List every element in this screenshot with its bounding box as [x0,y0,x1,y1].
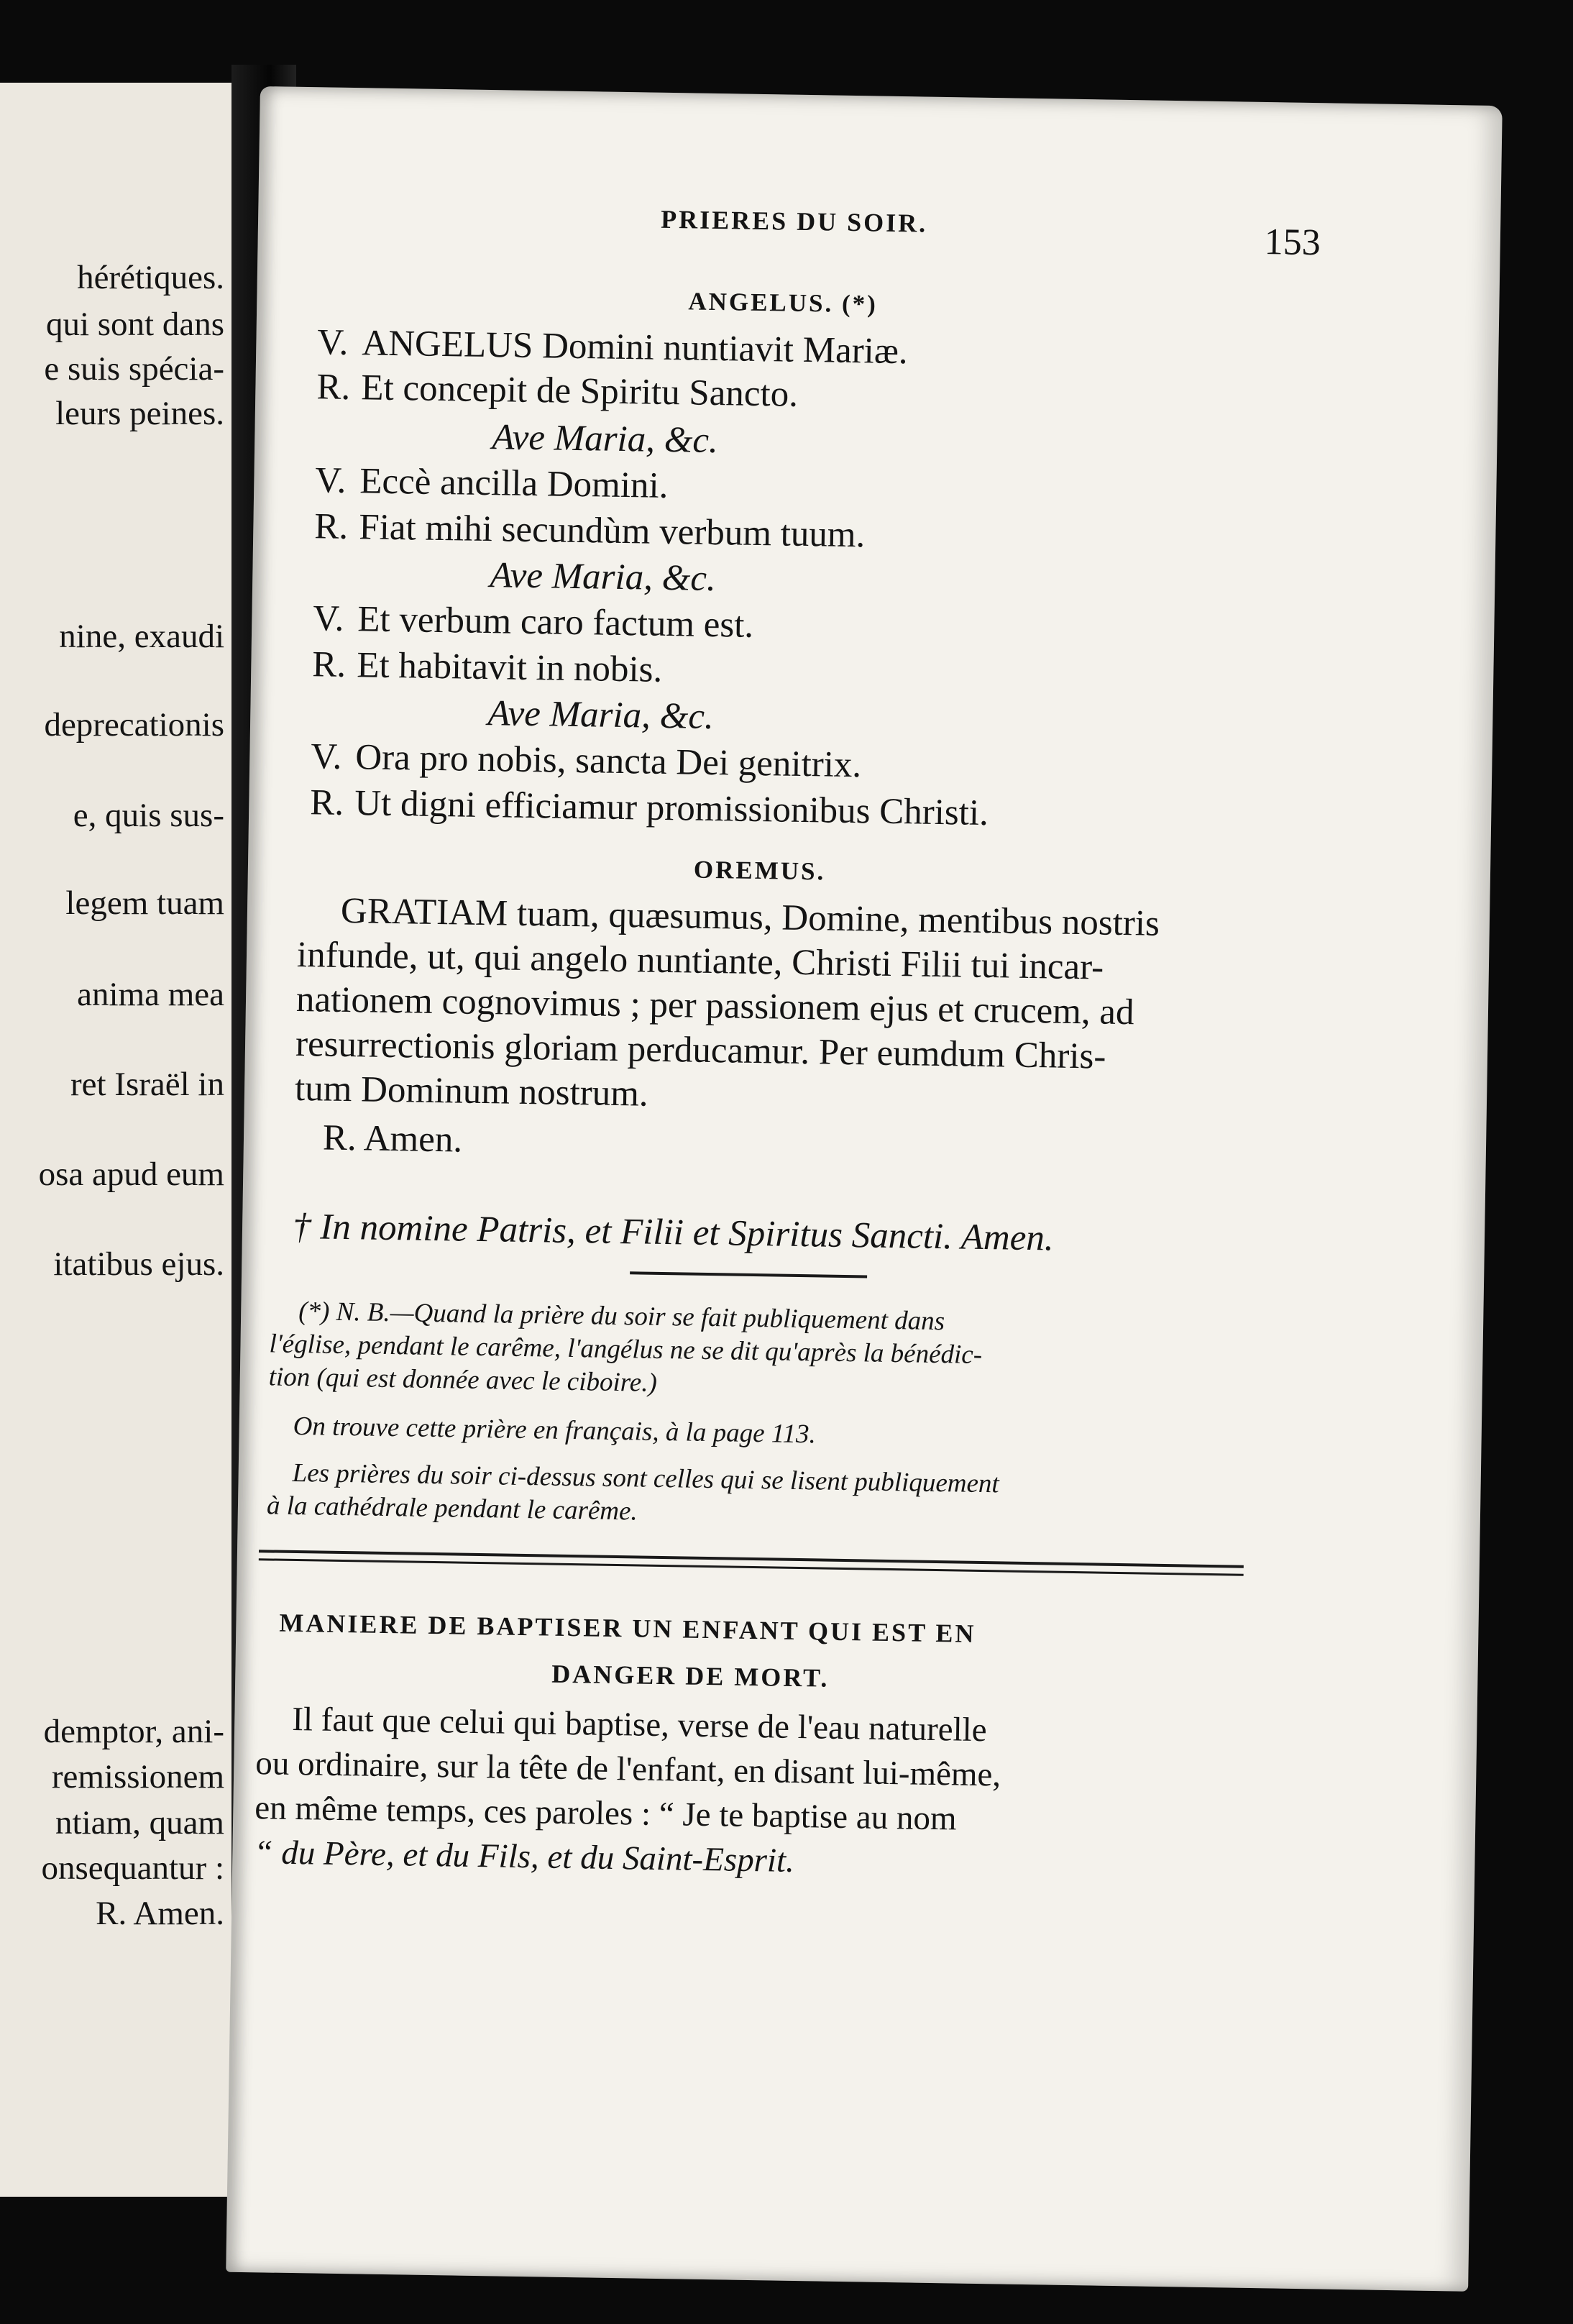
footnote-line: tion (qui est donnée avec le ciboire.) [268,1362,658,1398]
blessing-line: † In nomine Patris, et Filii et Spiritus Sancti. Amen. [292,1206,1055,1259]
left-page-line: onsequantur : [41,1849,224,1887]
ave-maria-line: Ave Maria, &c. [489,555,717,600]
left-page-line: anima mea [77,976,224,1013]
response-line: R. Fiat mihi secundùm verbum tuum. [313,506,866,556]
left-page-line: remissionem [51,1758,224,1795]
left-page-line: nine, exaudi [59,618,224,655]
angelus-title: ANGELUS. (*) [688,287,879,319]
footnote-line: (*) N. B.—Quand la prière du soir se fait publiquement dans [298,1296,945,1337]
left-page-line: ret Israël in [70,1066,224,1103]
response-line: R. Et habitavit in nobis. [311,644,663,690]
page-reference-note: On trouve cette prière en français, à la page 113. [293,1411,817,1450]
footnote-line: l'église, pendant le carême, l'angélus ne se dit qu'après la bénédic- [269,1329,983,1370]
baptism-title-continued: DANGER DE MORT. [551,1659,830,1693]
left-facing-page [0,83,231,2197]
baptism-text-line: Il faut que celui qui baptise, verse de l'eau naturelle [291,1700,987,1749]
versicle-line: V. ANGELUS Domini nuntiavit Mariæ. [316,322,909,372]
prayer-line: infunde, ut, qui angelo nuntiante, Christi Filii tui incar- [296,934,1104,988]
left-page-line: legem tuam [65,884,224,922]
page-number: 153 [1264,221,1321,264]
left-page-line: R. Amen. [96,1895,224,1932]
baptism-text-line: ou ordinaire, sur la tête de l'enfant, en disant lui-même, [254,1744,1001,1794]
left-page-line: itatibus ejus. [53,1245,224,1283]
oremus-title: OREMUS. [693,855,826,886]
left-page-line: demptor, ani- [43,1713,224,1750]
baptism-text-line: “ du Père, et du Fils, et du Saint-Esprit. [254,1834,795,1880]
ave-maria-line: Ave Maria, &c. [487,693,715,738]
response-line: R. Ut digni efficiamur promissionibus Christi. [309,782,989,834]
double-rule-bottom [259,1558,1244,1576]
ave-maria-line: Ave Maria, &c. [491,417,719,462]
left-page-line: deprecationis [44,706,224,744]
versicle-line: V. Et verbum caro factum est. [312,598,754,646]
prayer-line: nationem cognovimus ; per passionem ejus et crucem, ad [295,979,1134,1033]
left-page-line: e suis spécia- [44,350,224,388]
short-rule [630,1271,867,1278]
amen-response: R. Amen. [322,1117,463,1161]
double-rule-top [259,1550,1244,1568]
response-line: R. Et concepit de Spiritu Sancto. [316,367,799,415]
main-page [226,86,1503,2292]
left-page-line: hérétiques. [77,259,224,296]
left-page-line: qui sont dans [45,306,224,343]
left-page-line: e, quis sus- [73,797,224,834]
baptism-title: MANIERE DE BAPTISER UN ENFANT QUI EST EN [279,1608,976,1648]
cathedral-note: à la cathédrale pendant le carême. [266,1491,638,1527]
prayer-line: GRATIAM tuam, quæsumus, Domine, mentibus nostris [340,890,1160,944]
versicle-line: V. Ora pro nobis, sancta Dei genitrix. [310,736,862,786]
left-page-line: leurs peines. [55,395,224,432]
prayer-line: tum Dominum nostrum. [294,1068,649,1115]
prayer-line: resurrectionis gloriam perducamur. Per eumdum Chris- [295,1023,1106,1077]
running-title: PRIERES DU SOIR. [660,204,928,238]
cathedral-note: Les prières du soir ci-dessus sont celles qui se lisent publiquement [292,1458,1000,1499]
left-page-line: osa apud eum [38,1156,224,1193]
versicle-line: V. Eccè ancilla Domini. [314,460,669,506]
baptism-text-line: en même temps, ces paroles : “ Je te baptise au nom [254,1789,957,1838]
left-page-line: ntiam, quam [55,1804,224,1842]
